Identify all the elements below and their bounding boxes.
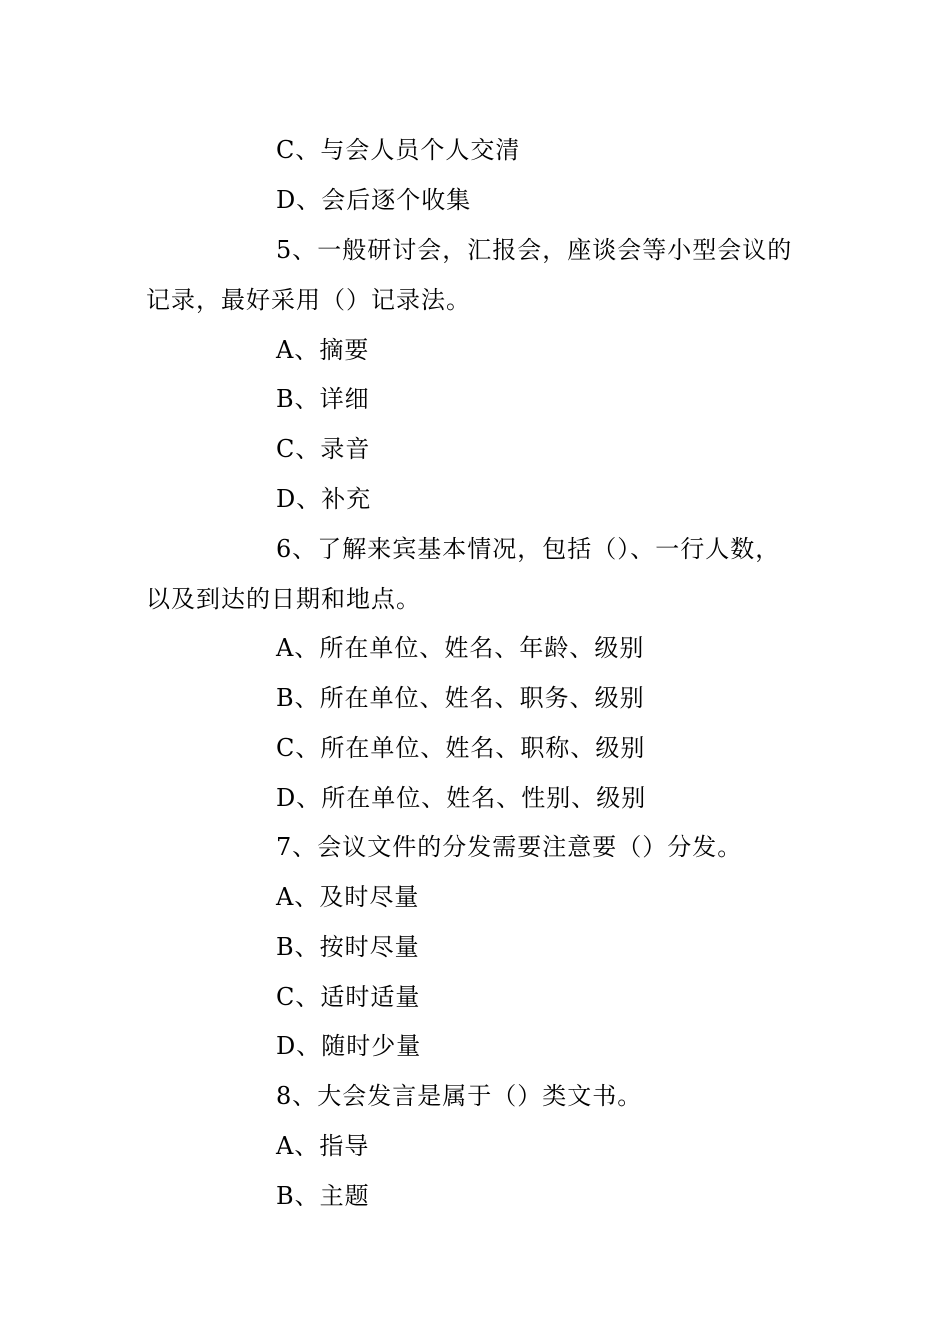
option-line: A、摘要: [276, 336, 370, 364]
question-continuation: 记录，最好采用（）记录法。: [146, 286, 471, 314]
question-line: 8、大会发言是属于（）类文书。: [276, 1082, 643, 1110]
question-line: 6、了解来宾基本情况，包括（）、一行人数，: [276, 535, 781, 563]
question-line: 7、会议文件的分发需要注意要（）分发。: [276, 833, 743, 861]
option-line: C、录音: [276, 435, 371, 463]
option-line: B、按时尽量: [276, 933, 420, 961]
option-line: A、所在单位、姓名、年龄、级别: [276, 634, 645, 662]
option-line: A、指导: [276, 1132, 370, 1160]
option-line: D、所在单位、姓名、性别、级别: [276, 784, 647, 812]
option-line: B、主题: [276, 1182, 370, 1210]
option-line: B、详细: [276, 385, 370, 413]
option-line: B、所在单位、姓名、职务、级别: [276, 684, 645, 712]
option-line: C、所在单位、姓名、职称、级别: [276, 734, 646, 762]
question-line: 5、一般研讨会，汇报会，座谈会等小型会议的: [276, 236, 793, 264]
option-line: D、随时少量: [276, 1032, 422, 1060]
option-line: C、适时适量: [276, 983, 421, 1011]
option-line: D、会后逐个收集: [276, 186, 472, 214]
option-line: D、补充: [276, 485, 372, 513]
option-line: C、与会人员个人交清: [276, 136, 521, 164]
option-line: A、及时尽量: [276, 883, 420, 911]
question-continuation: 以及到达的日期和地点。: [146, 585, 421, 613]
